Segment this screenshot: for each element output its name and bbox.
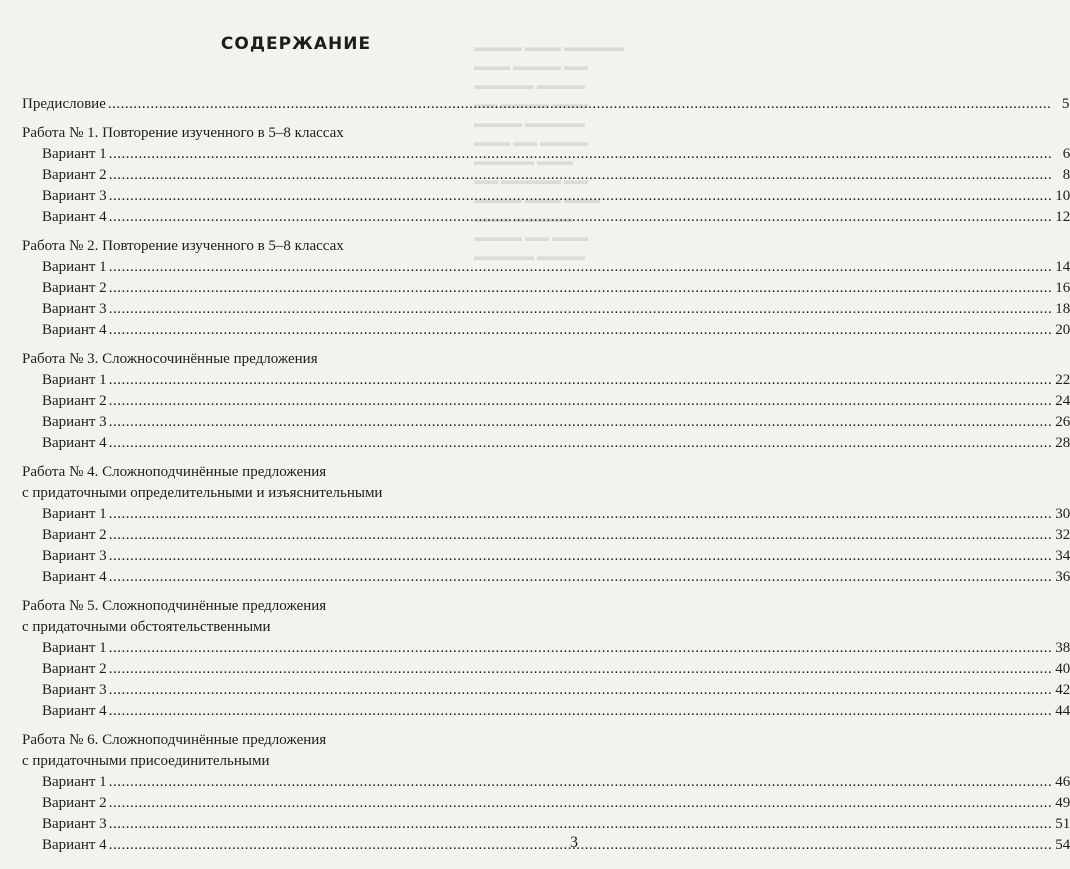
dot-leader [109,370,1053,391]
dot-leader [109,207,1053,228]
toc-page-number: 6 [1062,146,1070,162]
toc-section [22,123,1070,228]
toc-entry-variant[interactable] [22,144,1070,165]
toc-section-heading[interactable]: с придаточными обстоятельственными [22,619,271,635]
dot-leader [109,546,1053,567]
toc-entry-label: Вариант 2 [42,661,107,677]
toc-page-number: 18 [1055,301,1070,317]
toc-page-number: 12 [1055,209,1070,225]
toc-page-number: 34 [1055,548,1070,564]
toc-section [22,730,1070,856]
toc-section [22,596,1070,722]
toc-entry-preface[interactable] [22,94,1070,115]
toc-entry-label: Вариант 3 [42,548,107,564]
dot-leader [109,433,1053,454]
toc-page-number: 20 [1055,322,1070,338]
toc-entry-variant[interactable] [22,433,1070,454]
dot-leader [109,165,1053,186]
toc-entry-label: Вариант 2 [42,527,107,543]
dot-leader [109,504,1053,525]
toc-page-number: 8 [1062,167,1070,183]
toc-entry-label: Вариант 4 [42,322,107,338]
table-of-contents [22,94,1070,856]
toc-page-number: 46 [1055,774,1070,790]
dot-leader [109,680,1053,701]
toc-entry-variant[interactable] [22,525,1070,546]
dot-leader [109,412,1053,433]
toc-entry-variant[interactable] [22,257,1070,278]
toc-page-number: 5 [1061,96,1070,112]
toc-entry-label: Вариант 1 [42,259,107,275]
dot-leader [109,772,1053,793]
dot-leader [109,278,1053,299]
toc-page-number: 16 [1055,280,1070,296]
toc-entry-label: Вариант 1 [42,146,107,162]
toc-section-heading[interactable]: Работа № 2. Повторение изученного в 5–8 классах [22,238,344,254]
toc-entry-variant[interactable] [22,772,1070,793]
toc-page-number: 49 [1055,795,1070,811]
toc-entry-variant[interactable] [22,701,1070,722]
toc-entry-label: Вариант 2 [42,167,107,183]
dot-leader [109,391,1053,412]
toc-entry-variant[interactable] [22,638,1070,659]
toc-page-number: 51 [1055,816,1070,832]
dot-leader [109,567,1053,588]
toc-entry-label: Вариант 4 [42,703,107,719]
toc-entry-variant[interactable] [22,835,1070,856]
toc-entry-label: Вариант 1 [42,506,107,522]
dot-leader [109,814,1053,835]
toc-entry-label: Вариант 1 [42,774,107,790]
toc-entry-label: Вариант 2 [42,280,107,296]
dot-leader [109,525,1053,546]
dot-leader [109,144,1053,165]
toc-page-number: 24 [1055,393,1070,409]
toc-entry-variant[interactable] [22,546,1070,567]
toc-entry-variant[interactable] [22,207,1070,228]
toc-page-number: 32 [1055,527,1070,543]
toc-section [22,236,1070,341]
toc-page-number: 14 [1055,259,1070,275]
toc-entry-label: Вариант 3 [42,414,107,430]
toc-section-heading[interactable]: Работа № 3. Сложносочинённые предложения [22,351,318,367]
toc-entry-label: Вариант 4 [42,837,107,853]
toc-entry-variant[interactable] [22,412,1070,433]
toc-entry-variant[interactable] [22,320,1070,341]
toc-page-number: 36 [1055,569,1070,585]
toc-entry-variant[interactable] [22,165,1070,186]
page-number: 3 [570,834,578,851]
toc-page-number: 10 [1055,188,1070,204]
toc-section-heading[interactable]: Работа № 4. Сложноподчинённые предложения [22,464,327,480]
dot-leader [109,638,1053,659]
toc-entry-label: Вариант 4 [42,209,107,225]
toc-entry-label: Вариант 1 [42,640,107,656]
toc-entry-label: Вариант 3 [42,682,107,698]
toc-section-heading[interactable]: Работа № 5. Сложноподчинённые предложения [22,598,327,614]
toc-page-number: 28 [1055,435,1070,451]
toc-entry-variant[interactable] [22,299,1070,320]
toc-entry-variant[interactable] [22,370,1070,391]
toc-entry-variant[interactable] [22,391,1070,412]
dot-leader [109,257,1053,278]
toc-section-heading[interactable]: Работа № 6. Сложноподчинённые предложения [22,732,327,748]
bleed-through-texture: ▬▬▬▬ ▬▬▬ ▬▬▬▬▬ ▬▬▬ ▬▬▬▬ ▬▬ ▬▬▬▬▬ ▬▬▬▬ ▬▬ ▬▬▬▬ ▬▬▬ ▬▬▬▬ ▬▬▬▬▬ ▬▬▬ ▬▬ ▬▬▬▬ ▬▬▬▬▬ ▬▬▬ ▬▬ ▬▬▬▬▬ ▬▬ ▬▬▬▬ ▬▬▬ ▬▬▬ ▬▬▬ ▬▬▬▬▬ ▬▬▬▬ ▬▬ ▬▬▬ ▬▬▬▬▬ ▬▬▬▬ [474,40,624,263]
toc-entry-label: Вариант 3 [42,301,107,317]
toc-page-number: 44 [1055,703,1070,719]
toc-entry-label: Вариант 1 [42,372,107,388]
dot-leader [109,793,1053,814]
toc-entry-variant[interactable] [22,186,1070,207]
toc-page-number: 30 [1055,506,1070,522]
toc-section [22,462,1070,588]
dot-leader [109,299,1053,320]
dot-leader [109,320,1053,341]
toc-entry-variant[interactable] [22,659,1070,680]
toc-entry-variant[interactable] [22,504,1070,525]
toc-entry-variant[interactable] [22,793,1070,814]
toc-entry-label: Вариант 4 [42,435,107,451]
toc-section-heading[interactable]: с придаточными присоединительными [22,753,270,769]
dot-leader [108,94,1052,115]
toc-entry-label: Вариант 4 [42,569,107,585]
toc-entry-label: Вариант 2 [42,795,107,811]
toc-page-number: 54 [1055,837,1070,853]
toc-entry-variant[interactable] [22,278,1070,299]
toc-section-heading[interactable]: с придаточными определительными и изъяснительными [22,485,383,501]
toc-section-heading[interactable]: Работа № 1. Повторение изученного в 5–8 классах [22,125,344,141]
toc-page-number: 40 [1055,661,1070,677]
toc-entry-variant[interactable] [22,680,1070,701]
toc-entry-label: Вариант 3 [42,188,107,204]
dot-leader [109,186,1053,207]
page-title: СОДЕРЖАНИЕ [220,34,372,54]
dot-leader [109,701,1053,722]
toc-page-number: 22 [1055,372,1070,388]
toc-page-number: 26 [1055,414,1070,430]
toc-entry-label: Предисловие [22,96,106,112]
toc-entry-variant[interactable] [22,814,1070,835]
toc-entry-label: Вариант 2 [42,393,107,409]
dot-leader [109,659,1053,680]
toc-page-number: 38 [1055,640,1070,656]
toc-page-number: 42 [1055,682,1070,698]
toc-entry-variant[interactable] [22,567,1070,588]
dot-leader [109,835,1053,856]
toc-section [22,349,1070,454]
toc-entry-label: Вариант 3 [42,816,107,832]
